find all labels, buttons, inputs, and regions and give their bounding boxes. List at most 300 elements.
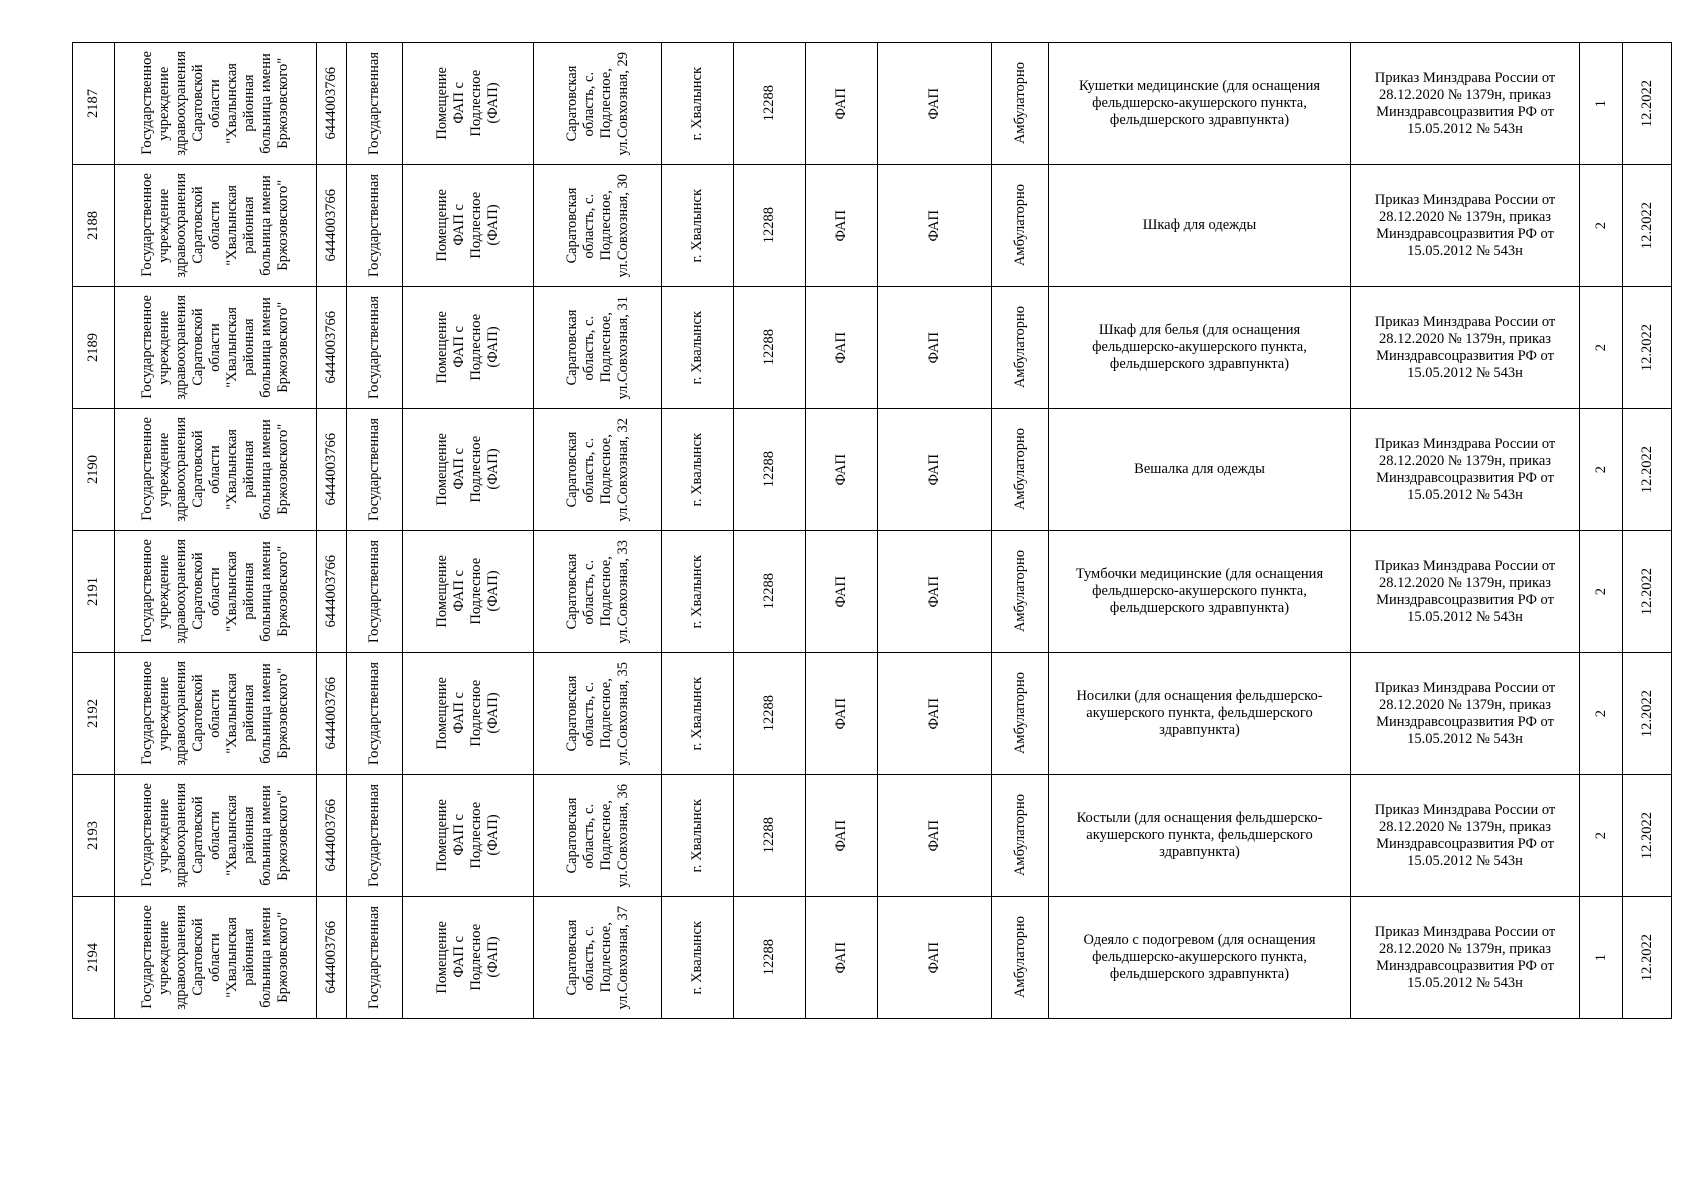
address-cell bbox=[534, 897, 662, 1019]
regulation-cell bbox=[1351, 43, 1580, 165]
care-type-cell-text: Амбулаторно bbox=[1011, 672, 1028, 755]
ownership-cell bbox=[347, 653, 403, 775]
ownership-cell-text: Государственная bbox=[366, 784, 382, 887]
row-number-cell bbox=[73, 165, 115, 287]
code-cell-wrap bbox=[734, 897, 805, 1018]
city-cell-wrap bbox=[662, 287, 733, 408]
regulation-cell-text: Приказ Минздрава России от 28.12.2020 № 1379н, приказ Минздравсоцразвития РФ от 15.05.2012 № 543н bbox=[1374, 923, 1556, 991]
unit-type-cell-text: ФАП bbox=[833, 941, 849, 974]
ownership-cell-wrap bbox=[347, 287, 402, 408]
city-cell bbox=[662, 775, 734, 897]
care-type-cell bbox=[992, 897, 1049, 1019]
code-cell bbox=[734, 43, 806, 165]
care-type-cell-text: Амбулаторно bbox=[1011, 184, 1028, 267]
organization-cell-wrap bbox=[115, 775, 316, 896]
unit-type-cell bbox=[806, 409, 878, 531]
organization-cell-text: Государственное учреждение здравоохранения Саратовской области "Хвалынская районная больница имени Бржозовского" bbox=[139, 173, 291, 278]
code-cell-text: 12288 bbox=[761, 451, 777, 488]
address-cell bbox=[534, 287, 662, 409]
row-number-cell-text: 2188 bbox=[85, 211, 101, 240]
quantity-cell bbox=[1580, 409, 1623, 531]
code-cell bbox=[734, 531, 806, 653]
row-number-cell-text: 2194 bbox=[85, 943, 101, 972]
equipment-item-cell-text: Костыли (для оснащения фельдшерско-акушерского пункта, фельдшерского здравпункта) bbox=[1076, 810, 1323, 860]
organization-cell bbox=[115, 653, 317, 775]
equipment-item-cell bbox=[1049, 43, 1351, 165]
date-cell bbox=[1623, 409, 1672, 531]
code-cell-text: 12288 bbox=[761, 329, 777, 366]
premises-cell-text: Помещение ФАП с Подлесное (ФАП) bbox=[434, 921, 501, 994]
city-cell bbox=[662, 43, 734, 165]
equipment-item-cell bbox=[1049, 409, 1351, 531]
city-cell bbox=[662, 165, 734, 287]
premises-cell bbox=[403, 775, 534, 897]
care-type-cell-wrap bbox=[992, 531, 1048, 652]
code-cell bbox=[734, 165, 806, 287]
city-cell-wrap bbox=[662, 775, 733, 896]
row-number-cell-wrap bbox=[73, 165, 114, 286]
ownership-cell-wrap bbox=[347, 531, 402, 652]
quantity-cell bbox=[1580, 897, 1623, 1019]
date-cell-text: 12.2022 bbox=[1638, 201, 1655, 250]
table-row bbox=[73, 287, 1672, 409]
quantity-cell-wrap bbox=[1580, 775, 1622, 896]
code-cell bbox=[734, 653, 806, 775]
unit-name-cell-wrap bbox=[878, 287, 991, 408]
code-cell-text: 12288 bbox=[761, 939, 777, 976]
equipment-item-cell-text: Шкаф для одежды bbox=[1142, 217, 1257, 233]
care-type-cell-wrap bbox=[992, 409, 1048, 530]
city-cell bbox=[662, 531, 734, 653]
unit-name-cell-text: ФАП bbox=[926, 453, 942, 486]
equipment-item-cell-text: Кушетки медицинские (для оснащения фельдшерско-акушерского пункта, фельдшерского здравпункта) bbox=[1078, 78, 1321, 128]
quantity-cell-wrap bbox=[1580, 43, 1622, 164]
unit-type-cell-text: ФАП bbox=[833, 697, 849, 730]
ownership-cell bbox=[347, 531, 403, 653]
regulation-cell bbox=[1351, 653, 1580, 775]
code-cell-wrap bbox=[734, 43, 805, 164]
code-cell bbox=[734, 897, 806, 1019]
unit-type-cell bbox=[806, 165, 878, 287]
ownership-cell bbox=[347, 897, 403, 1019]
address-cell-wrap bbox=[534, 653, 661, 774]
premises-cell bbox=[403, 897, 534, 1019]
date-cell bbox=[1623, 165, 1672, 287]
city-cell-wrap bbox=[662, 409, 733, 530]
row-number-cell-text: 2189 bbox=[85, 333, 101, 362]
city-cell-text: г. Хвалынск bbox=[689, 554, 705, 629]
regulation-cell-text: Приказ Минздрава России от 28.12.2020 № 1379н, приказ Минздравсоцразвития РФ от 15.05.2012 № 543н bbox=[1374, 557, 1556, 625]
row-number-cell-wrap bbox=[73, 775, 114, 896]
equipment-item-cell bbox=[1049, 287, 1351, 409]
premises-cell bbox=[403, 43, 534, 165]
address-cell-wrap bbox=[534, 775, 661, 896]
premises-cell-text: Помещение ФАП с Подлесное (ФАП) bbox=[434, 555, 501, 628]
unit-name-cell-wrap bbox=[878, 43, 991, 164]
quantity-cell-wrap bbox=[1580, 897, 1622, 1018]
unit-type-cell-wrap bbox=[806, 775, 877, 896]
regulation-cell-text: Приказ Минздрава России от 28.12.2020 № 1379н, приказ Минздравсоцразвития РФ от 15.05.2012 № 543н bbox=[1374, 313, 1556, 381]
equipment-item-cell-text: Вешалка для одежды bbox=[1134, 461, 1265, 477]
premises-cell-wrap bbox=[403, 165, 533, 286]
city-cell-wrap bbox=[662, 897, 733, 1018]
inn-cell bbox=[317, 287, 347, 409]
equipment-item-cell bbox=[1049, 653, 1351, 775]
quantity-cell-wrap bbox=[1580, 653, 1622, 774]
unit-name-cell-text: ФАП bbox=[926, 87, 942, 120]
regulation-cell bbox=[1351, 531, 1580, 653]
inn-cell-wrap bbox=[317, 43, 346, 164]
unit-name-cell bbox=[878, 531, 992, 653]
ownership-cell-wrap bbox=[347, 43, 402, 164]
quantity-cell bbox=[1580, 165, 1623, 287]
regulation-cell bbox=[1351, 409, 1580, 531]
organization-cell-wrap bbox=[115, 653, 316, 774]
city-cell bbox=[662, 653, 734, 775]
organization-cell-text: Государственное учреждение здравоохранения Саратовской области "Хвалынская районная больница имени Бржозовского" bbox=[139, 539, 291, 644]
city-cell-text: г. Хвалынск bbox=[689, 310, 705, 385]
inn-cell-text: 6444003766 bbox=[323, 555, 339, 628]
premises-cell-text: Помещение ФАП с Подлесное (ФАП) bbox=[434, 677, 501, 750]
row-number-cell-text: 2191 bbox=[85, 577, 101, 606]
row-number-cell-wrap bbox=[73, 653, 114, 774]
quantity-cell bbox=[1580, 653, 1623, 775]
date-cell-wrap bbox=[1623, 775, 1671, 896]
inn-cell-wrap bbox=[317, 531, 346, 652]
quantity-cell-wrap bbox=[1580, 165, 1622, 286]
code-cell-text: 12288 bbox=[761, 695, 777, 732]
unit-name-cell bbox=[878, 897, 992, 1019]
address-cell-text: Саратовская область, с. Подлесное, ул.Совхозная, 29 bbox=[563, 51, 631, 156]
quantity-cell-text: 2 bbox=[1592, 831, 1609, 840]
ownership-cell bbox=[347, 287, 403, 409]
code-cell-wrap bbox=[734, 531, 805, 652]
organization-cell bbox=[115, 287, 317, 409]
inn-cell-text: 6444003766 bbox=[323, 799, 339, 872]
regulation-cell bbox=[1351, 165, 1580, 287]
unit-type-cell bbox=[806, 775, 878, 897]
premises-cell-text: Помещение ФАП с Подлесное (ФАП) bbox=[434, 799, 501, 872]
inn-cell bbox=[317, 653, 347, 775]
address-cell-text: Саратовская область, с. Подлесное, ул.Совхозная, 37 bbox=[563, 905, 631, 1010]
unit-name-cell-text: ФАП bbox=[926, 331, 942, 364]
unit-type-cell bbox=[806, 43, 878, 165]
inn-cell-wrap bbox=[317, 897, 346, 1018]
unit-type-cell-text: ФАП bbox=[833, 209, 849, 242]
city-cell-text: г. Хвалынск bbox=[689, 188, 705, 263]
organization-cell bbox=[115, 897, 317, 1019]
unit-name-cell-wrap bbox=[878, 409, 991, 530]
unit-name-cell-wrap bbox=[878, 775, 991, 896]
organization-cell-wrap bbox=[115, 165, 316, 286]
equipment-item-cell-text: Тумбочки медицинские (для оснащения фельдшерско-акушерского пункта, фельдшерского здравпункта) bbox=[1075, 566, 1324, 616]
city-cell-text: г. Хвалынск bbox=[689, 920, 705, 995]
care-type-cell-text: Амбулаторно bbox=[1011, 794, 1028, 877]
inn-cell-wrap bbox=[317, 775, 346, 896]
regulation-cell-text: Приказ Минздрава России от 28.12.2020 № 1379н, приказ Минздравсоцразвития РФ от 15.05.2012 № 543н bbox=[1374, 69, 1556, 137]
inn-cell-text: 6444003766 bbox=[323, 921, 339, 994]
row-number-cell-text: 2187 bbox=[85, 89, 101, 118]
premises-cell-wrap bbox=[403, 43, 533, 164]
date-cell-wrap bbox=[1623, 287, 1671, 408]
premises-cell bbox=[403, 165, 534, 287]
table-row bbox=[73, 653, 1672, 775]
address-cell bbox=[534, 531, 662, 653]
unit-type-cell-wrap bbox=[806, 287, 877, 408]
code-cell-text: 12288 bbox=[761, 85, 777, 122]
inn-cell bbox=[317, 775, 347, 897]
address-cell-text: Саратовская область, с. Подлесное, ул.Совхозная, 31 bbox=[563, 295, 631, 400]
date-cell-wrap bbox=[1623, 409, 1671, 530]
unit-name-cell-wrap bbox=[878, 897, 991, 1018]
date-cell-wrap bbox=[1623, 897, 1671, 1018]
unit-type-cell-wrap bbox=[806, 897, 877, 1018]
city-cell bbox=[662, 287, 734, 409]
organization-cell-text: Государственное учреждение здравоохранения Саратовской области "Хвалынская районная больница имени Бржозовского" bbox=[139, 51, 291, 156]
premises-cell-wrap bbox=[403, 897, 533, 1018]
inn-cell bbox=[317, 43, 347, 165]
unit-type-cell-wrap bbox=[806, 531, 877, 652]
row-number-cell-text: 2193 bbox=[85, 821, 101, 850]
unit-name-cell bbox=[878, 287, 992, 409]
unit-type-cell-wrap bbox=[806, 653, 877, 774]
ownership-cell bbox=[347, 775, 403, 897]
unit-type-cell bbox=[806, 653, 878, 775]
care-type-cell bbox=[992, 775, 1049, 897]
equipment-item-cell bbox=[1049, 165, 1351, 287]
code-cell-wrap bbox=[734, 287, 805, 408]
regulation-cell-text: Приказ Минздрава России от 28.12.2020 № 1379н, приказ Минздравсоцразвития РФ от 15.05.2012 № 543н bbox=[1374, 191, 1556, 259]
premises-cell bbox=[403, 653, 534, 775]
unit-name-cell-text: ФАП bbox=[926, 941, 942, 974]
unit-name-cell bbox=[878, 653, 992, 775]
inn-cell-wrap bbox=[317, 653, 346, 774]
organization-cell bbox=[115, 775, 317, 897]
ownership-cell-wrap bbox=[347, 653, 402, 774]
premises-cell-wrap bbox=[403, 531, 533, 652]
care-type-cell bbox=[992, 43, 1049, 165]
row-number-cell-text: 2192 bbox=[85, 699, 101, 728]
care-type-cell-wrap bbox=[992, 165, 1048, 286]
code-cell-wrap bbox=[734, 165, 805, 286]
row-number-cell-wrap bbox=[73, 287, 114, 408]
equipment-item-cell-text: Шкаф для белья (для оснащения фельдшерско-акушерского пункта, фельдшерского здравпункта) bbox=[1092, 322, 1307, 372]
table-row bbox=[73, 43, 1672, 165]
date-cell-text: 12.2022 bbox=[1638, 811, 1655, 860]
row-number-cell bbox=[73, 409, 115, 531]
date-cell-text: 12.2022 bbox=[1638, 689, 1655, 738]
unit-name-cell-text: ФАП bbox=[926, 575, 942, 608]
organization-cell bbox=[115, 531, 317, 653]
equipment-item-cell-text: Одеяло с подогревом (для оснащения фельдшерско-акушерского пункта, фельдшерского здравпункта) bbox=[1083, 932, 1316, 982]
quantity-cell-text: 2 bbox=[1592, 221, 1609, 230]
row-number-cell bbox=[73, 653, 115, 775]
city-cell-text: г. Хвалынск bbox=[689, 798, 705, 873]
address-cell-wrap bbox=[534, 43, 661, 164]
organization-cell bbox=[115, 165, 317, 287]
city-cell-wrap bbox=[662, 653, 733, 774]
code-cell bbox=[734, 775, 806, 897]
care-type-cell-text: Амбулаторно bbox=[1011, 428, 1028, 511]
organization-cell-text: Государственное учреждение здравоохранения Саратовской области "Хвалынская районная больница имени Бржозовского" bbox=[139, 783, 291, 888]
ownership-cell-wrap bbox=[347, 897, 402, 1018]
city-cell-wrap bbox=[662, 165, 733, 286]
unit-type-cell-text: ФАП bbox=[833, 87, 849, 120]
address-cell-text: Саратовская область, с. Подлесное, ул.Совхозная, 30 bbox=[563, 173, 631, 278]
care-type-cell-wrap bbox=[992, 43, 1048, 164]
table-row bbox=[73, 897, 1672, 1019]
code-cell-text: 12288 bbox=[761, 573, 777, 610]
care-type-cell-text: Амбулаторно bbox=[1011, 62, 1028, 145]
organization-cell-text: Государственное учреждение здравоохранения Саратовской области "Хвалынская районная больница имени Бржозовского" bbox=[139, 417, 291, 522]
address-cell-text: Саратовская область, с. Подлесное, ул.Совхозная, 33 bbox=[563, 539, 631, 644]
address-cell bbox=[534, 409, 662, 531]
inn-cell bbox=[317, 165, 347, 287]
address-cell-text: Саратовская область, с. Подлесное, ул.Совхозная, 36 bbox=[563, 783, 631, 888]
unit-name-cell-text: ФАП bbox=[926, 209, 942, 242]
premises-cell-text: Помещение ФАП с Подлесное (ФАП) bbox=[434, 67, 501, 140]
inn-cell bbox=[317, 531, 347, 653]
city-cell-wrap bbox=[662, 531, 733, 652]
address-cell bbox=[534, 165, 662, 287]
ownership-cell-text: Государственная bbox=[366, 662, 382, 765]
organization-cell bbox=[115, 409, 317, 531]
care-type-cell bbox=[992, 409, 1049, 531]
unit-name-cell-wrap bbox=[878, 653, 991, 774]
date-cell-text: 12.2022 bbox=[1638, 933, 1655, 982]
date-cell-wrap bbox=[1623, 531, 1671, 652]
regulation-cell bbox=[1351, 287, 1580, 409]
premises-cell-text: Помещение ФАП с Подлесное (ФАП) bbox=[434, 189, 501, 262]
inn-cell-text: 6444003766 bbox=[323, 67, 339, 140]
care-type-cell-text: Амбулаторно bbox=[1011, 916, 1028, 999]
care-type-cell-wrap bbox=[992, 775, 1048, 896]
unit-type-cell-text: ФАП bbox=[833, 453, 849, 486]
unit-type-cell-wrap bbox=[806, 43, 877, 164]
unit-type-cell bbox=[806, 531, 878, 653]
quantity-cell bbox=[1580, 43, 1623, 165]
premises-cell bbox=[403, 287, 534, 409]
quantity-cell bbox=[1580, 531, 1623, 653]
unit-name-cell-text: ФАП bbox=[926, 697, 942, 730]
code-cell bbox=[734, 409, 806, 531]
address-cell-wrap bbox=[534, 409, 661, 530]
premises-cell bbox=[403, 409, 534, 531]
regulation-cell-text: Приказ Минздрава России от 28.12.2020 № 1379н, приказ Минздравсоцразвития РФ от 15.05.2012 № 543н bbox=[1374, 435, 1556, 503]
unit-name-cell-wrap bbox=[878, 531, 991, 652]
care-type-cell bbox=[992, 653, 1049, 775]
address-cell-wrap bbox=[534, 897, 661, 1018]
organization-cell-text: Государственное учреждение здравоохранения Саратовской области "Хвалынская районная больница имени Бржозовского" bbox=[139, 905, 291, 1010]
organization-cell bbox=[115, 43, 317, 165]
inn-cell-wrap bbox=[317, 409, 346, 530]
code-cell-text: 12288 bbox=[761, 207, 777, 244]
premises-cell-text: Помещение ФАП с Подлесное (ФАП) bbox=[434, 311, 501, 384]
address-cell bbox=[534, 43, 662, 165]
quantity-cell-text: 2 bbox=[1592, 587, 1609, 596]
date-cell-text: 12.2022 bbox=[1638, 323, 1655, 372]
care-type-cell bbox=[992, 531, 1049, 653]
ownership-cell-wrap bbox=[347, 775, 402, 896]
unit-name-cell-text: ФАП bbox=[926, 819, 942, 852]
city-cell bbox=[662, 897, 734, 1019]
date-cell-wrap bbox=[1623, 653, 1671, 774]
inn-cell-text: 6444003766 bbox=[323, 189, 339, 262]
table-body bbox=[73, 43, 1672, 1019]
date-cell bbox=[1623, 287, 1672, 409]
inn-cell bbox=[317, 409, 347, 531]
row-number-cell-wrap bbox=[73, 897, 114, 1018]
date-cell bbox=[1623, 775, 1672, 897]
care-type-cell-wrap bbox=[992, 287, 1048, 408]
premises-cell-wrap bbox=[403, 287, 533, 408]
ownership-cell bbox=[347, 43, 403, 165]
date-cell bbox=[1623, 653, 1672, 775]
unit-type-cell-text: ФАП bbox=[833, 575, 849, 608]
premises-cell-wrap bbox=[403, 653, 533, 774]
quantity-cell bbox=[1580, 287, 1623, 409]
quantity-cell-wrap bbox=[1580, 287, 1622, 408]
ownership-cell-wrap bbox=[347, 165, 402, 286]
ownership-cell-text: Государственная bbox=[366, 174, 382, 277]
organization-cell-text: Государственное учреждение здравоохранения Саратовской области "Хвалынская районная больница имени Бржозовского" bbox=[139, 295, 291, 400]
address-cell-text: Саратовская область, с. Подлесное, ул.Совхозная, 35 bbox=[563, 661, 631, 766]
ownership-cell bbox=[347, 165, 403, 287]
unit-type-cell bbox=[806, 287, 878, 409]
address-cell-text: Саратовская область, с. Подлесное, ул.Совхозная, 32 bbox=[563, 417, 631, 522]
code-cell-wrap bbox=[734, 653, 805, 774]
table-row bbox=[73, 409, 1672, 531]
organization-cell-wrap bbox=[115, 531, 316, 652]
address-cell-wrap bbox=[534, 287, 661, 408]
premises-cell-wrap bbox=[403, 409, 533, 530]
date-cell-text: 12.2022 bbox=[1638, 445, 1655, 494]
city-cell bbox=[662, 409, 734, 531]
city-cell-text: г. Хвалынск bbox=[689, 676, 705, 751]
inn-cell-text: 6444003766 bbox=[323, 311, 339, 384]
organization-cell-wrap bbox=[115, 897, 316, 1018]
care-type-cell-text: Амбулаторно bbox=[1011, 550, 1028, 633]
row-number-cell-wrap bbox=[73, 531, 114, 652]
city-cell-wrap bbox=[662, 43, 733, 164]
unit-type-cell-text: ФАП bbox=[833, 331, 849, 364]
date-cell-wrap bbox=[1623, 165, 1671, 286]
equipment-item-cell-text: Носилки (для оснащения фельдшерско-акушерского пункта, фельдшерского здравпункта) bbox=[1076, 688, 1323, 738]
city-cell-text: г. Хвалынск bbox=[689, 432, 705, 507]
unit-type-cell-text: ФАП bbox=[833, 819, 849, 852]
unit-name-cell-wrap bbox=[878, 165, 991, 286]
inn-cell-wrap bbox=[317, 287, 346, 408]
inn-cell-text: 6444003766 bbox=[323, 677, 339, 750]
unit-name-cell bbox=[878, 165, 992, 287]
quantity-cell bbox=[1580, 775, 1623, 897]
address-cell-wrap bbox=[534, 531, 661, 652]
ownership-cell-text: Государственная bbox=[366, 52, 382, 155]
unit-name-cell bbox=[878, 43, 992, 165]
date-cell bbox=[1623, 531, 1672, 653]
row-number-cell-text: 2190 bbox=[85, 455, 101, 484]
equipment-item-cell bbox=[1049, 531, 1351, 653]
quantity-cell-text: 2 bbox=[1592, 343, 1609, 352]
row-number-cell bbox=[73, 775, 115, 897]
organization-cell-text: Государственное учреждение здравоохранения Саратовской области "Хвалынская районная больница имени Бржозовского" bbox=[139, 661, 291, 766]
row-number-cell bbox=[73, 43, 115, 165]
table-row bbox=[73, 775, 1672, 897]
care-type-cell bbox=[992, 165, 1049, 287]
address-cell bbox=[534, 653, 662, 775]
quantity-cell-text: 1 bbox=[1592, 953, 1609, 962]
care-type-cell-text: Амбулаторно bbox=[1011, 306, 1028, 389]
